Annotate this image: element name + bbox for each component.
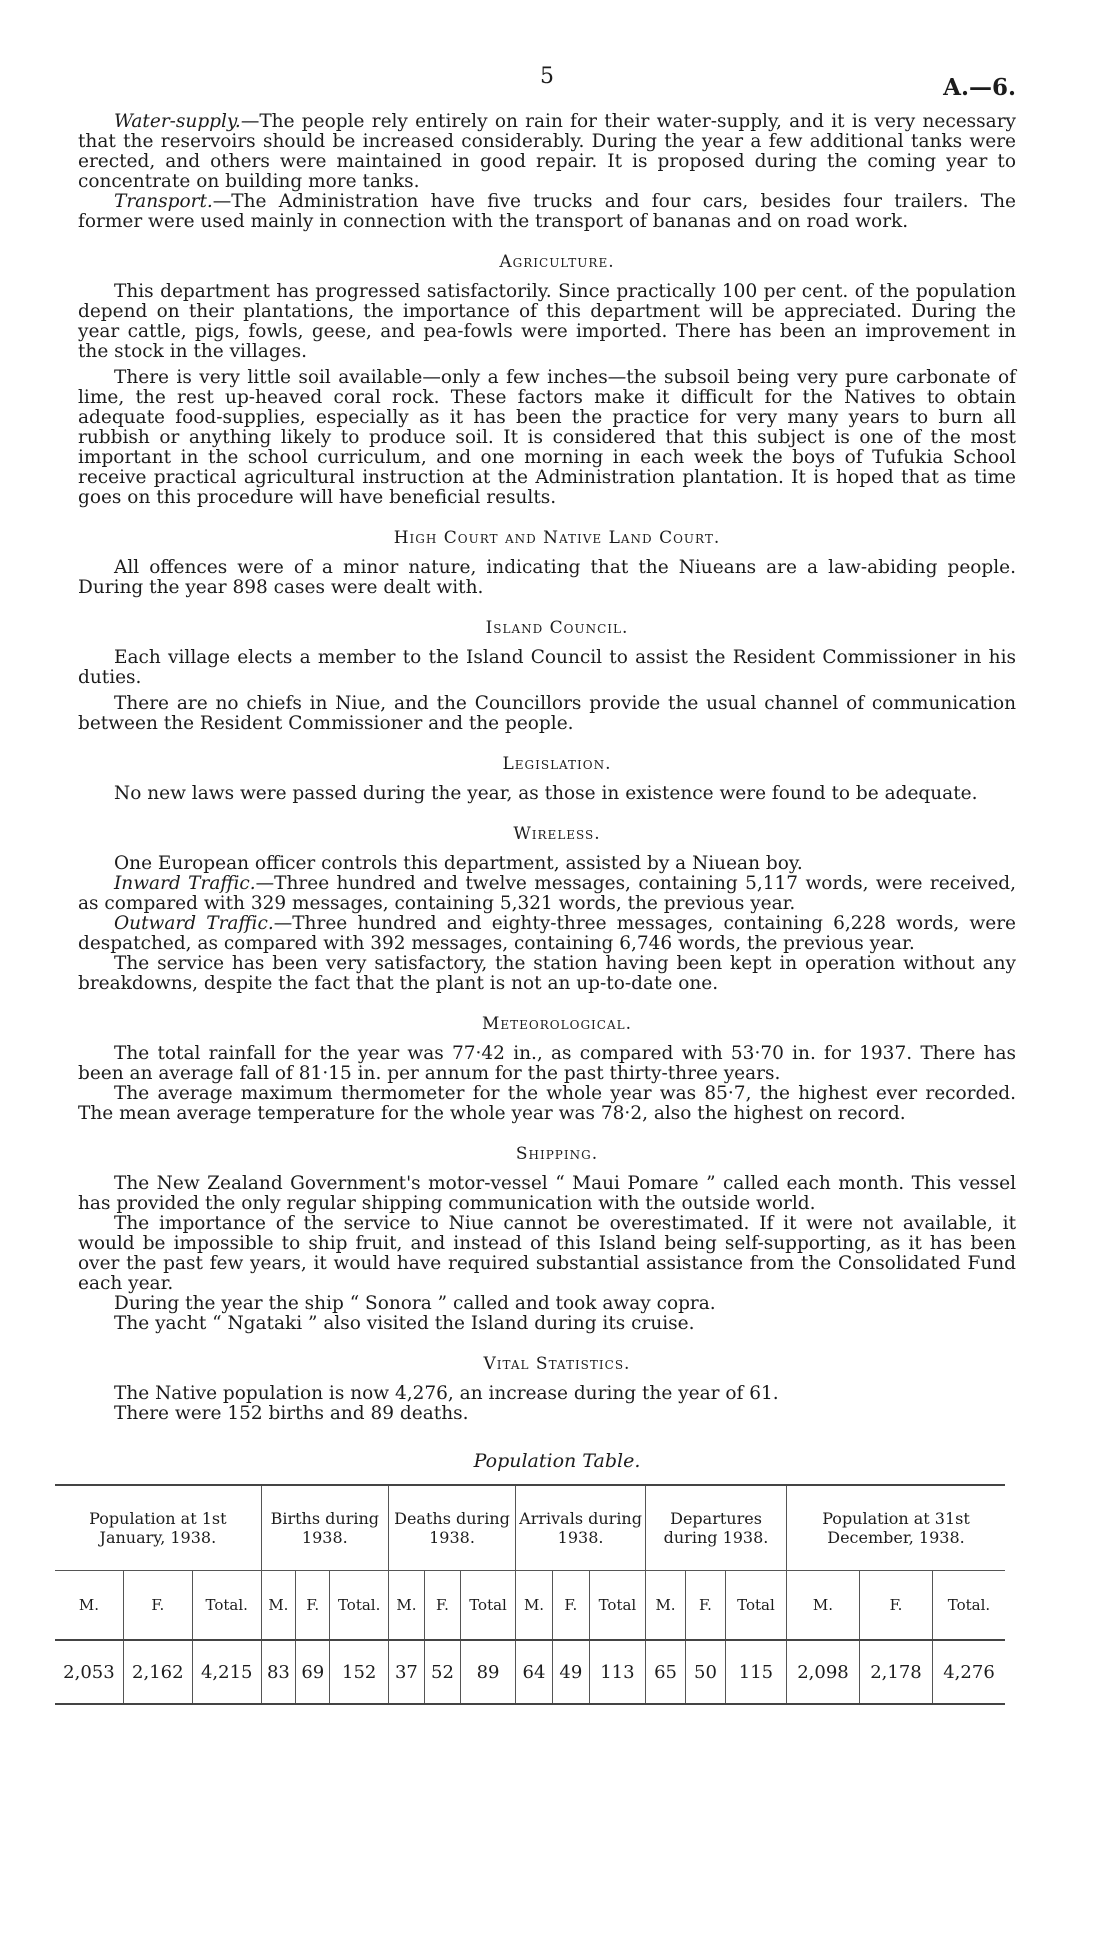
group-header: Arrivals during 1938. (516, 1485, 646, 1571)
table-cell: 50 (685, 1640, 725, 1704)
table-cell: 152 (330, 1640, 388, 1704)
group-header: Departures during 1938. (646, 1485, 787, 1571)
column-header: F. (685, 1571, 725, 1641)
shipping-paragraph-4: The yacht “ Ngataki ” also visited the Island during its cruise. (114, 1313, 695, 1334)
shipping-heading: Shipping. (515, 1144, 599, 1164)
table-cell: 52 (424, 1640, 460, 1704)
outward-traffic-paragraph (78, 914, 1016, 954)
agriculture-paragraph-2: There is very little soil available—only a few inches—the subsoil being very pure carbonate of lime, the rest up-heaved coral rock. These factors make it difficult for the Natives to obtain adequate food-supplies, especially as it has been the practice for very many years to burn all rubbish or anything likely to produce soil. It is considered that this subject is one of the most important in the school curriculum, and one morning in each week the boys of Tufukia School receive practical agricultural instruction at the Administration plantation. It is hoped that as time goes on this procedure will have beneficial results. (78, 367, 1016, 508)
water-supply-paragraph (78, 112, 1016, 192)
column-header: F. (296, 1571, 330, 1641)
document-reference: A.—6. (943, 74, 1016, 101)
group-header: Births during 1938. (261, 1485, 388, 1571)
shipping-paragraph-1: The New Zealand Government's motor-vessel “ Maui Pomare ” called each month. This vessel has provided the only regular shipping communication with the outside world. (78, 1173, 1016, 1214)
column-header: F. (552, 1571, 589, 1641)
table-cell: 49 (552, 1640, 589, 1704)
water-supply-text: —The people rely entirely on rain for their water-supply, and it is very necessary that the reservoirs should be increased considerably. During the year a few additional tanks were erected, and others were maintained in good repair. It is proposed during the coming year to concentrate on building more tanks. (78, 111, 1016, 192)
vital-statistics-heading: Vital Statistics. (483, 1354, 631, 1374)
transport-text: —The Administration have five trucks and four cars, besides four trailers. The former were used mainly in connection with the transport of bananas and on road work. (78, 191, 1016, 232)
table-cell: 113 (589, 1640, 645, 1704)
meteorological-paragraph-2: The average maximum thermometer for the whole year was 85·7, the highest ever recorded. The mean average temperature for the whole year was 78·2, also the highest on record. (78, 1083, 1016, 1124)
document-body (0, 112, 1114, 1705)
vital-statistics-paragraph-1: The Native population is now 4,276, an increase during the year of 61. (114, 1383, 779, 1404)
transport-paragraph (78, 192, 1016, 232)
inward-traffic-label: Inward Traffic. (114, 873, 256, 894)
table-cell: 64 (516, 1640, 553, 1704)
agriculture-paragraph-1: This department has progressed satisfactorily. Since practically 100 per cent. of the population depend on their plantations, the importance of this department will be appreciated. During the year cattle, pigs, fowls, geese, and pea-fowls were imported. There has been an improvement in the stock in the villages. (78, 281, 1016, 362)
population-table-caption: Population Table. (473, 1450, 641, 1472)
column-header: Total. (933, 1571, 1006, 1641)
wireless-paragraph-1: One European officer controls this department, assisted by a Niuean boy. (114, 853, 803, 874)
table-cell: 115 (725, 1640, 786, 1704)
legislation-heading: Legislation. (502, 754, 612, 774)
column-header: M. (55, 1571, 123, 1641)
column-header: M. (646, 1571, 686, 1641)
column-header: F. (859, 1571, 932, 1641)
shipping-paragraph-2: The importance of the service to Niue cannot be overestimated. If it were not available, it would be impossible to ship fruit, and instead of this Island being self-supporting, as it has been over the past few years, it would have required substantial assistance from the Consolidated Fund each year. (78, 1213, 1016, 1294)
vital-statistics-paragraph-2: There were 152 births and 89 deaths. (114, 1403, 469, 1424)
column-header: Total. (192, 1571, 261, 1641)
wireless-paragraph-4: The service has been very satisfactory, the station having been kept in operation without any breakdowns, despite the fact that the plant is not an up-to-date one. (78, 953, 1016, 994)
legislation-paragraph: No new laws were passed during the year, as those in existence were found to be adequate. (114, 783, 978, 804)
table-cell: 65 (646, 1640, 686, 1704)
table-cell: 83 (261, 1640, 295, 1704)
group-header: Population at 31st December, 1938. (786, 1485, 1005, 1571)
inward-traffic-paragraph (78, 874, 1016, 914)
outward-traffic-label: Outward Traffic. (114, 913, 274, 934)
court-paragraph: All offences were of a minor nature, indicating that the Niueans are a law-abiding people. During the year 898 cases were dealt with. (78, 557, 1016, 598)
island-council-heading: Island Council. (485, 618, 629, 638)
group-header: Population at 1st January, 1938. (55, 1485, 261, 1571)
table-subheader-row (55, 1571, 1005, 1641)
table-group-header-row (55, 1485, 1005, 1571)
table-cell: 2,098 (786, 1640, 859, 1704)
outward-traffic-text: —Three hundred and eighty-three messages, containing 6,228 words, were despatched, as compared with 392 messages, containing 6,746 words, the previous year. (78, 913, 1016, 954)
table-cell: 4,215 (192, 1640, 261, 1704)
group-header: Deaths during 1938. (388, 1485, 515, 1571)
table-cell: 37 (388, 1640, 424, 1704)
column-header: M. (261, 1571, 295, 1641)
wireless-heading: Wireless. (513, 824, 601, 844)
shipping-paragraph-3: During the year the ship “ Sonora ” called and took away copra. (114, 1293, 716, 1314)
column-header: Total (589, 1571, 645, 1641)
column-header: M. (388, 1571, 424, 1641)
column-header: Total. (330, 1571, 388, 1641)
table-cell: 4,276 (933, 1640, 1006, 1704)
population-table (55, 1484, 1005, 1705)
meteorological-heading: Meteorological. (482, 1014, 632, 1034)
inward-traffic-text: —Three hundred and twelve messages, containing 5,117 words, were received, as compared with 329 messages, containing 5,321 words, the previous year. (78, 873, 1016, 914)
column-header: F. (123, 1571, 192, 1641)
column-header: Total (461, 1571, 516, 1641)
court-heading: High Court and Native Land Court. (393, 528, 721, 548)
table-cell: 2,162 (123, 1640, 192, 1704)
meteorological-paragraph-1: The total rainfall for the year was 77·42 in., as compared with 53·70 in. for 1937. There has been an average fall of 81·15 in. per annum for the past thirty-three years. (78, 1043, 1016, 1084)
transport-label: Transport. (114, 191, 213, 212)
table-cell: 2,053 (55, 1640, 123, 1704)
table-cell: 69 (296, 1640, 330, 1704)
column-header: M. (516, 1571, 553, 1641)
water-supply-label: Water-supply. (114, 111, 241, 132)
table-cell: 2,178 (859, 1640, 932, 1704)
council-paragraph-1: Each village elects a member to the Island Council to assist the Resident Commissioner in his duties. (78, 647, 1016, 688)
table-row (55, 1640, 1005, 1704)
page-number: 5 (540, 64, 554, 89)
table-cell: 89 (461, 1640, 516, 1704)
column-header: F. (424, 1571, 460, 1641)
column-header: Total (725, 1571, 786, 1641)
agriculture-heading: Agriculture. (499, 252, 615, 272)
column-header: M. (786, 1571, 859, 1641)
council-paragraph-2: There are no chiefs in Niue, and the Councillors provide the usual channel of communication between the Resident Commissioner and the people. (78, 693, 1016, 734)
